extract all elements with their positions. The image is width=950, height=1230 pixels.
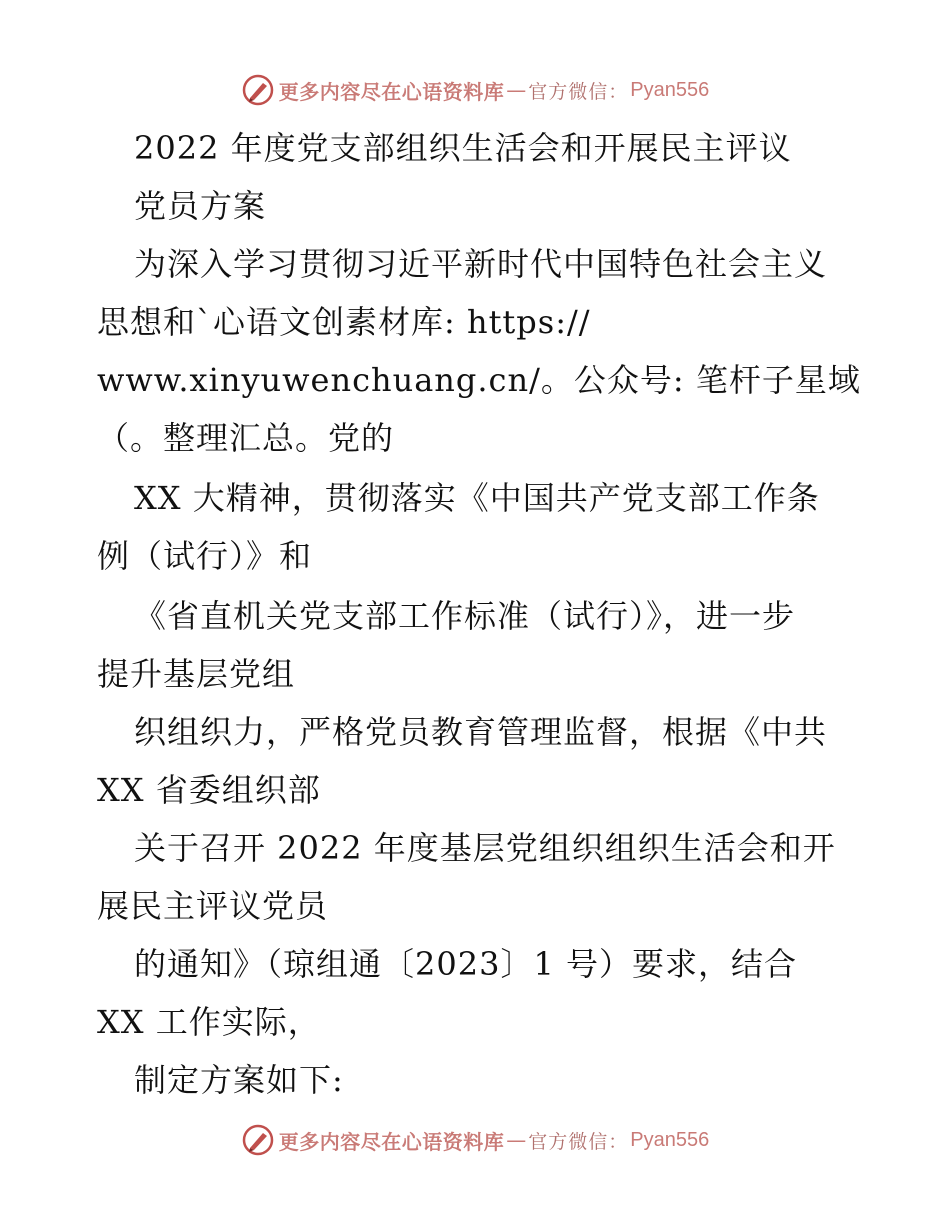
doc-text-line: 织组织力，严格党员教育管理监督，根据《中共 — [134, 713, 828, 751]
doc-text-line: 《省直机关党支部工作标准（试行）》，进一步 — [134, 597, 796, 635]
doc-text-line: www.xinyuwenchuang.cn/。公众号: 笔杆子星域 — [97, 361, 861, 399]
banner-site-name: 更多内容尽在心语资料库 — [278, 79, 505, 104]
doc-text-line: 制定方案如下: — [134, 1061, 344, 1099]
banner-official-label: 官方微信： — [528, 1130, 629, 1153]
footer-watermark-banner — [0, 1118, 950, 1162]
doc-text-line: XX 省委组织部 — [97, 771, 321, 809]
doc-text-line: 关于召开 2022 年度基层党组织组织生活会和开 — [134, 829, 836, 867]
doc-text-line: XX 大精神，贯彻落实《中国共产党支部工作条 — [134, 479, 820, 517]
doc-title-line-1: 2022 年度党支部组织生活会和开展民主评议 — [134, 129, 792, 167]
banner-dash: — — [506, 78, 527, 102]
doc-text-line: 展民主评议党员 — [97, 887, 329, 925]
doc-text-line: 为深入学习贯彻习近平新时代中国特色社会主义 — [134, 245, 828, 283]
doc-text-line: 思想和`心语文创素材库: https:// — [97, 303, 591, 341]
banner-wechat-handle: Pyan556 — [630, 78, 710, 101]
banner-wechat-handle: Pyan556 — [630, 1128, 710, 1151]
doc-title-line-2: 党员方案 — [134, 187, 267, 225]
doc-text-line: 提升基层党组 — [97, 655, 296, 693]
doc-text-line: XX 工作实际， — [97, 1003, 321, 1041]
doc-text-line: 例（试行）》和 — [97, 537, 313, 575]
doc-text-line: （。整理汇总。党的 — [97, 419, 395, 457]
banner-site-name: 更多内容尽在心语资料库 — [278, 1129, 505, 1154]
pen-logo-icon — [241, 1123, 275, 1157]
banner-dash: — — [506, 1128, 527, 1152]
banner-official-label: 官方微信： — [528, 80, 629, 103]
doc-text-line: 的通知》（琼组通〔2023〕1 号）要求，结合 — [134, 945, 797, 983]
